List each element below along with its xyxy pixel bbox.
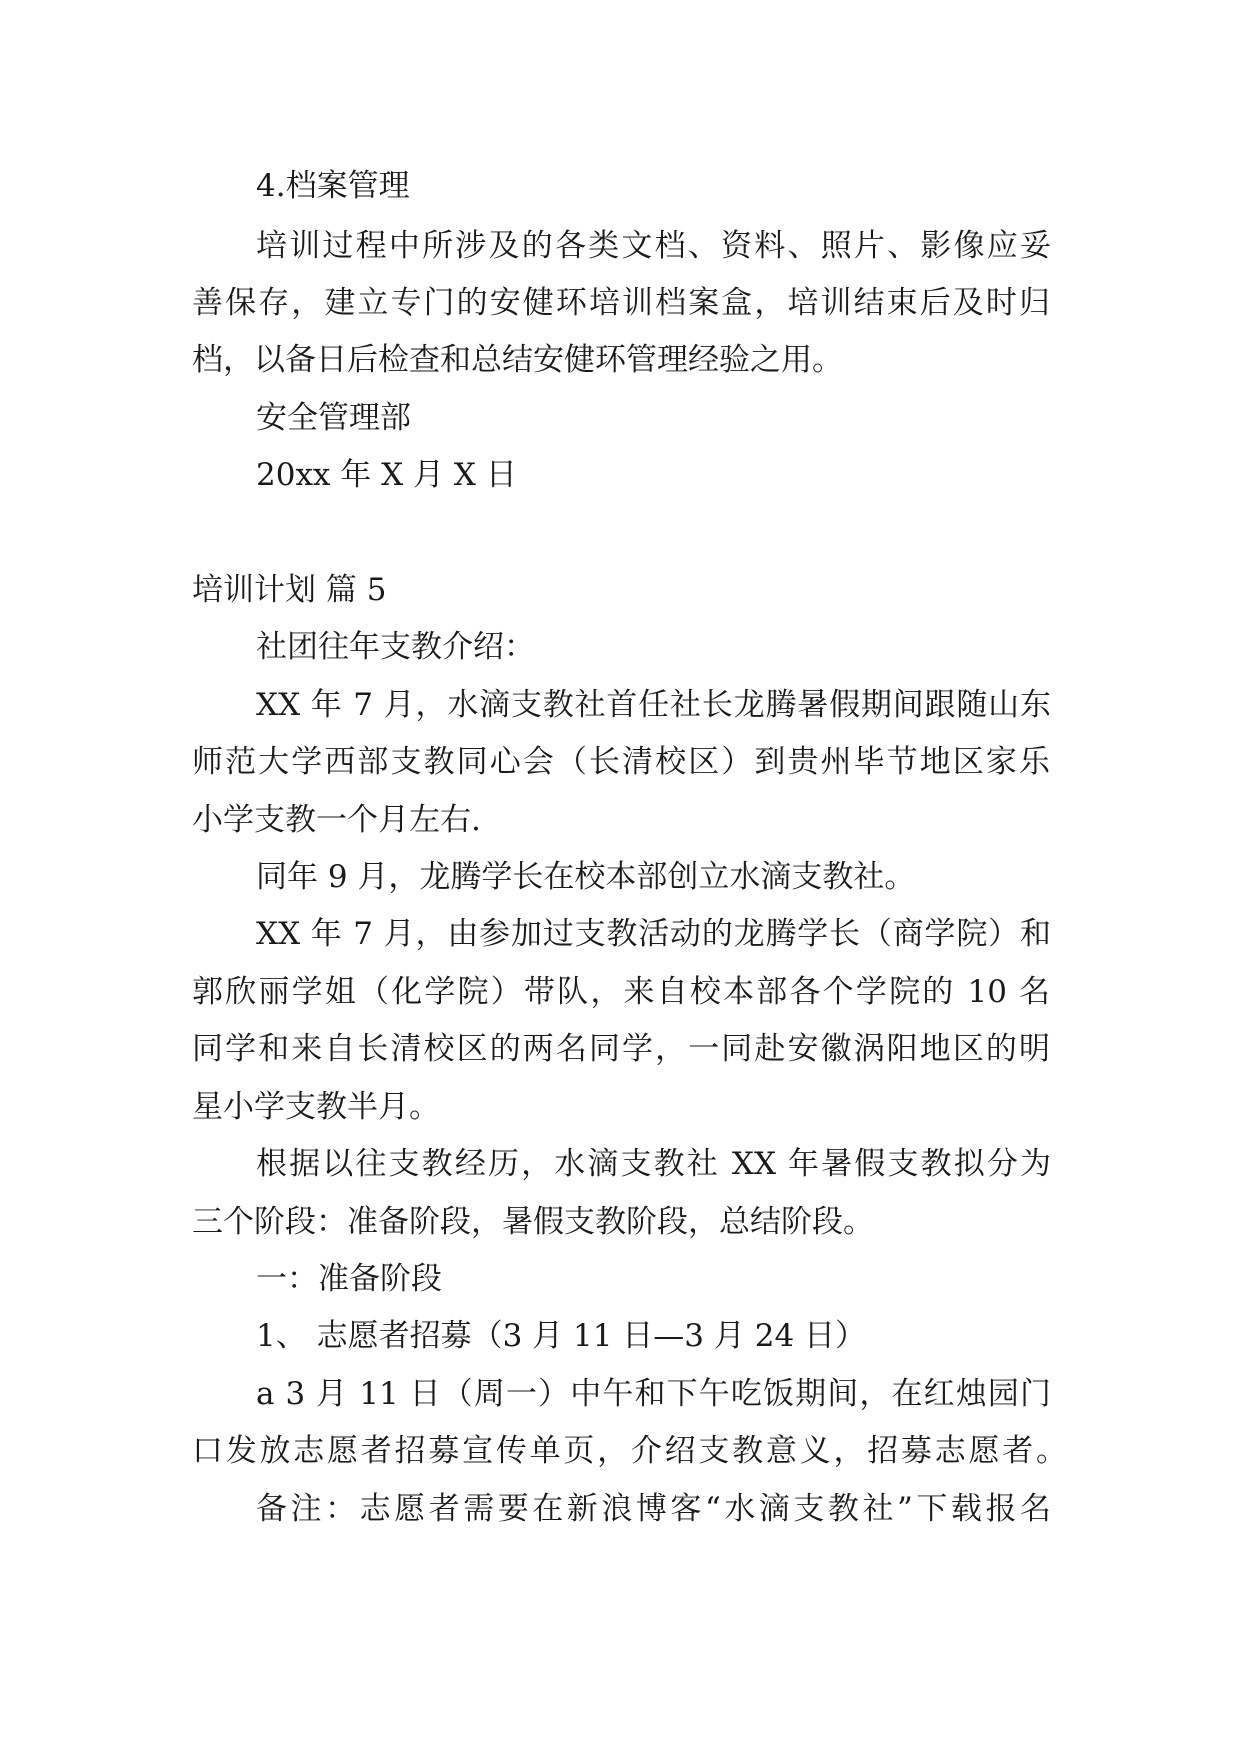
paragraph-line: 师范大学西部支教同心会（长清校区）到贵州毕节地区家乐: [192, 744, 1050, 780]
paragraph-line: 社团往年支教介绍：: [256, 629, 535, 665]
paragraph-line: 口发放志愿者招募宣传单页，介绍支教意义，招募志愿者。: [192, 1433, 1067, 1469]
paragraph-line: 星小学支教半月。: [192, 1089, 440, 1125]
signature-date: 20xx 年 X 月 X 日: [256, 457, 517, 493]
list-item: 1、 志愿者招募（3 月 11 日—3 月 24 日）: [256, 1318, 867, 1354]
paragraph-line: 同学和来自长清校区的两名同学，一同赴安徽涡阳地区的明: [192, 1031, 1050, 1067]
paragraph-line: 三个阶段：准备阶段，暑假支教阶段，总结阶段。: [192, 1204, 874, 1240]
signature-department: 安全管理部: [256, 400, 411, 436]
paragraph-line: XX 年 7 月，水滴支教社首任社长龙腾暑假期间跟随山东: [256, 687, 1051, 723]
paragraph-line: a 3 月 11 日（周一）中午和下午吃饭期间，在红烛园门: [256, 1376, 1051, 1412]
paragraph-line: 档，以备日后检查和总结安健环管理经验之用。: [192, 342, 843, 378]
paragraph-line: 小学支教一个月左右.: [192, 802, 481, 838]
subsection-heading: 一：准备阶段: [256, 1261, 442, 1297]
paragraph-line: XX 年 7 月，由参加过支教活动的龙腾学长（商学院）和: [256, 916, 1051, 952]
paragraph-line: 根据以往支教经历，水滴支教社 XX 年暑假支教拟分为: [256, 1146, 1051, 1182]
paragraph-line: 郭欣丽学姐（化学院）带队，来自校本部各个学院的 10 名: [192, 974, 1050, 1010]
section-heading-archive: 4.档案管理: [256, 168, 410, 204]
paragraph-line: 备注：志愿者需要在新浪博客“水滴支教社”下载报名: [256, 1491, 1051, 1527]
paragraph-line: 善保存，建立专门的安健环培训档案盒，培训结束后及时归: [192, 285, 1050, 321]
section-title-plan-5: 培训计划 篇 5: [192, 572, 387, 608]
paragraph-line: 培训过程中所涉及的各类文档、资料、照片、影像应妥: [256, 228, 1051, 264]
paragraph-line: 同年 9 月，龙腾学长在校本部创立水滴支教社。: [256, 859, 916, 895]
